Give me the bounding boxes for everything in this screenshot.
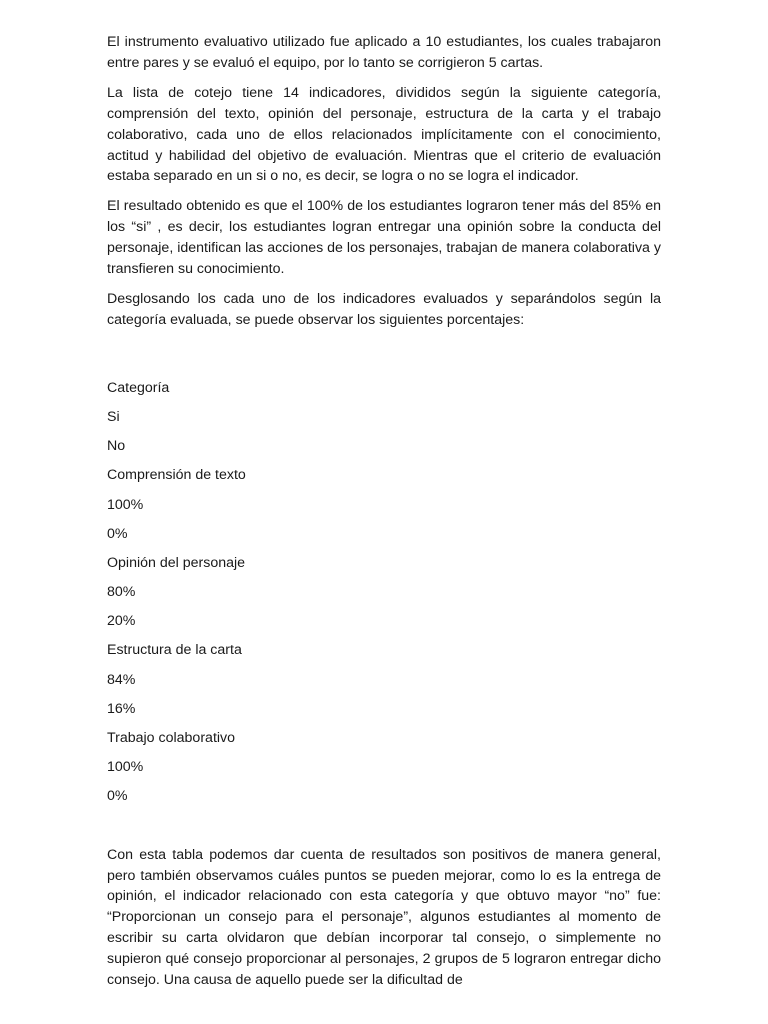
table-header-si: Si <box>107 408 120 425</box>
table-value-si: 84% <box>107 671 136 688</box>
table-value-no: 20% <box>107 613 136 630</box>
table-value-si: 80% <box>107 584 136 601</box>
table-value-si: 100% <box>107 759 144 776</box>
spacer <box>107 816 661 845</box>
paragraph-instrument: El instrumento evaluativo utilizado fue aplicado a 10 estudiantes, los cuales trabajaron entre pares y se evaluó el equipo, por lo tanto se corrigieron 5 cartas. <box>107 34 661 71</box>
table-header-category: Categoría <box>107 379 170 396</box>
spacer <box>107 340 661 378</box>
paragraph-result: El resultado obtenido es que el 100% de los estudiantes lograron tener más del 85% en los “si” , es decir, los estudiantes logran entregar una opinión sobre la conducta del personaje, identifican las acciones de los personajes, trabajan de manera colaborativa y transfieren su conocimiento. <box>107 198 661 278</box>
table-header-no: No <box>107 438 126 455</box>
table-category-estructura: Estructura de la carta <box>107 642 242 659</box>
table-value-no: 16% <box>107 700 136 717</box>
paragraph-checklist: La lista de cotejo tiene 14 indicadores, divididos según la siguiente categoría, comprensión del texto, opinión del personaje, estructura de la carta y el trabajo colaborativo, cada uno de ellos relacionados implícitamente con el conocimiento, actitud y habilidad del objetivo de evaluación. Mientras que el criterio de evaluación estaba separado en un si o no, es decir, se logra o no se logra el indicador. <box>107 84 661 185</box>
table-category-trabajo: Trabajo colaborativo <box>107 730 236 747</box>
table-value-no: 0% <box>107 525 128 542</box>
table-value-no: 0% <box>107 788 128 805</box>
paragraph-conclusion: Con esta tabla podemos dar cuenta de resultados son positivos de manera general, pero también observamos cuáles puntos se pueden mejorar, como lo es la entrega de opinión, el indicador relacionado con esta categoría y que obtuvo mayor “no” fue: “Proporcionan un consejo para el personaje”, algunos estudiantes al momento de escribir su carta olvidaron que debían incorporar tal consejo, o simplemente no supieron qué consejo proporcionar al personajes, 2 grupos de 5 lograron entregar dicho consejo. Una causa de aquello puede ser la dificultad de <box>107 846 661 989</box>
table-category-opinion: Opinión del personaje <box>107 554 246 571</box>
document-page <box>107 32 661 1000</box>
category-table-lines <box>107 378 661 816</box>
table-category-comprension: Comprensión de texto <box>107 467 246 484</box>
table-value-si: 100% <box>107 496 144 513</box>
paragraph-breakdown-intro: Desglosando los cada uno de los indicadores evaluados y separándolos según la categoría evaluada, se puede observar los siguientes porcentajes: <box>107 290 661 328</box>
